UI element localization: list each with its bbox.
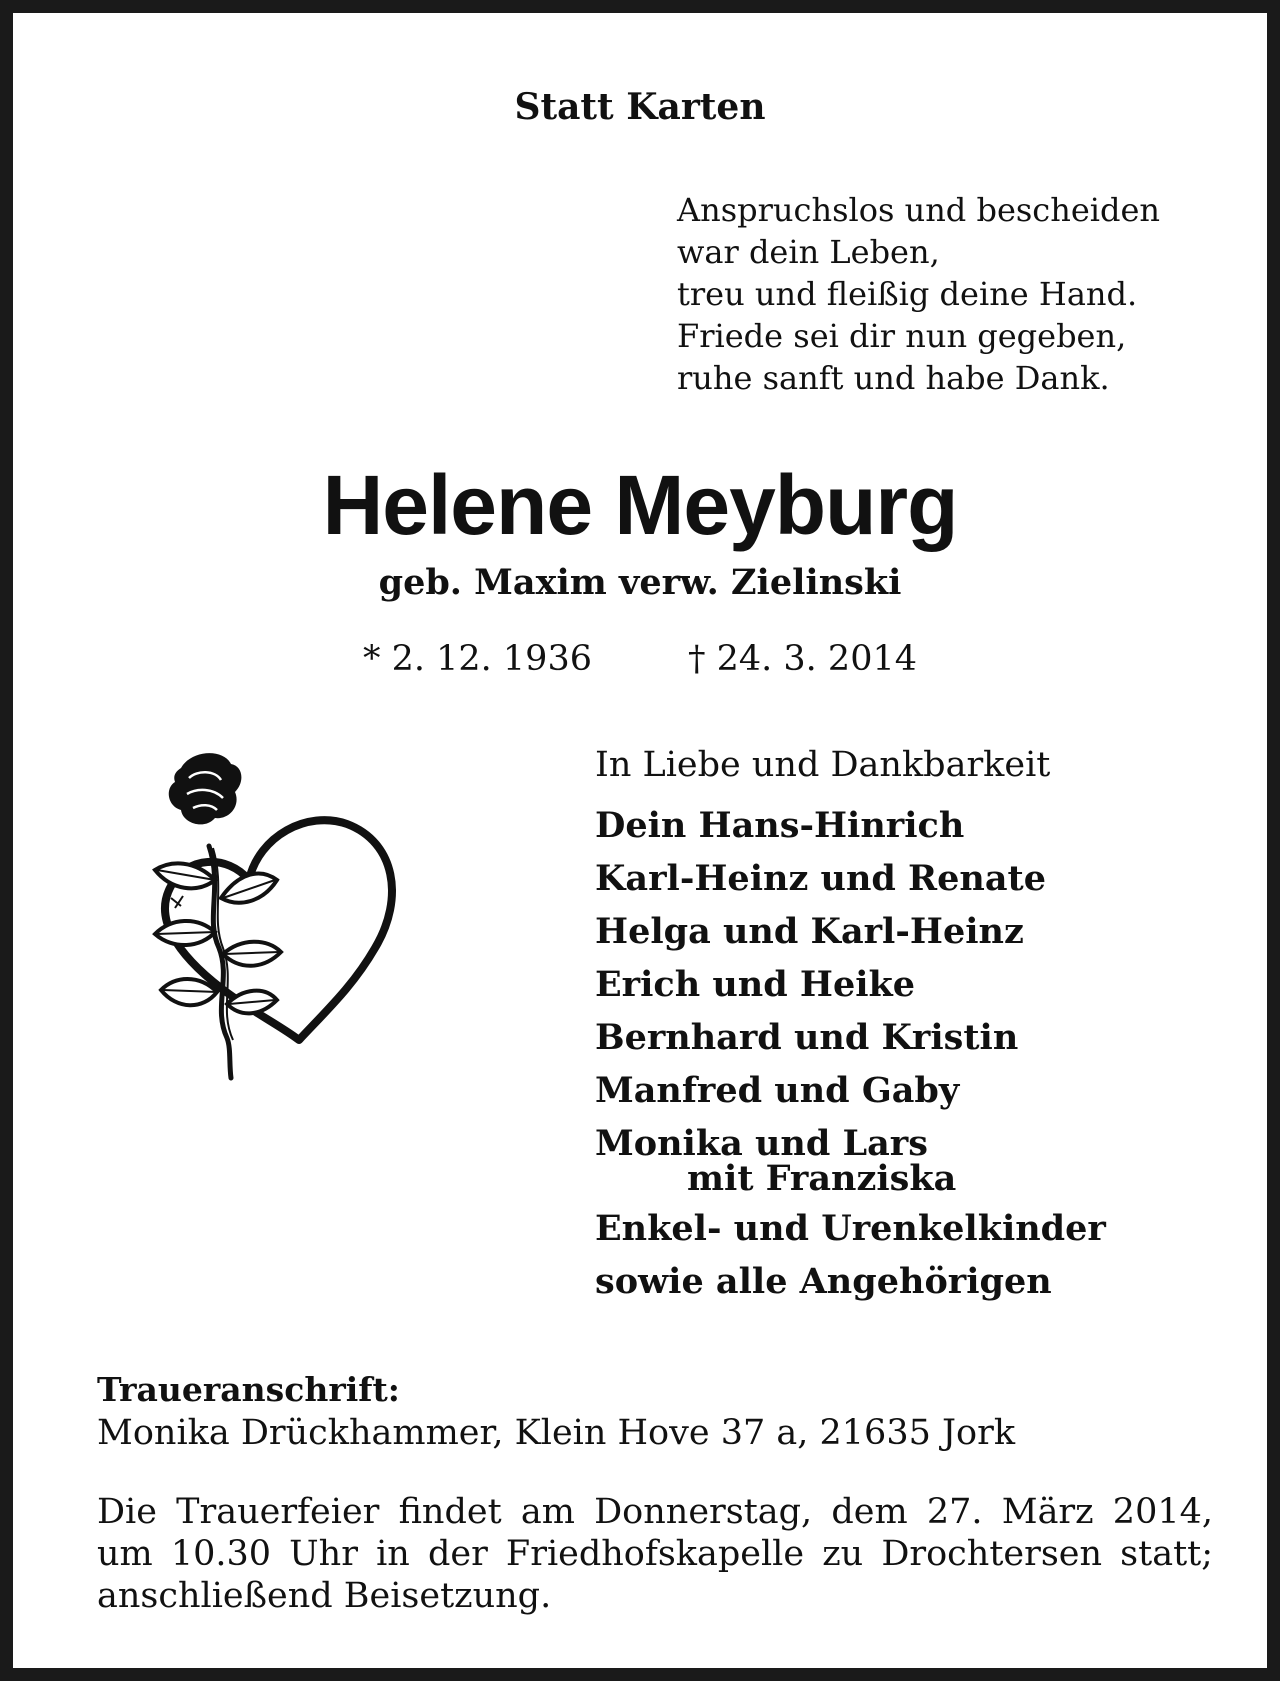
rose-heart-illustration xyxy=(131,748,421,1088)
list-item: Manfred und Gaby xyxy=(595,1070,960,1111)
family-list xyxy=(595,799,1106,1308)
poem-line: Anspruchslos und bescheiden xyxy=(677,191,1161,229)
list-item: mit Franziska xyxy=(687,1158,957,1199)
list-item: Enkel- und Urenkelkinder xyxy=(595,1208,1106,1249)
list-item: Helga und Karl-Heinz xyxy=(595,911,1024,952)
poem-line: Friede sei dir nun gegeben, xyxy=(677,317,1127,355)
funeral-service-info: Die Trauerfeier findet am Donnerstag, dem 27. März 2014, um 10.30 Uhr in der Friedhofskapelle zu Drochtersen statt; anschließend Beisetzung. xyxy=(97,1492,1213,1616)
rose-icon xyxy=(155,753,281,1078)
list-item: sowie alle Angehörigen xyxy=(595,1261,1052,1302)
birth-date: * 2. 12. 1936 xyxy=(362,639,592,679)
life-dates xyxy=(13,636,1267,682)
deceased-name: Helene Meyburg xyxy=(322,458,958,552)
poem xyxy=(677,189,1160,399)
list-item: Karl-Heinz und Renate xyxy=(595,858,1046,899)
list-item: Erich und Heike xyxy=(595,964,916,1005)
poem-line: war dein Leben, xyxy=(677,233,940,271)
death-date: † 24. 3. 2014 xyxy=(688,639,918,679)
list-item: Dein Hans-Hinrich xyxy=(595,805,965,846)
mourning-address-label: Traueranschrift: xyxy=(97,1370,400,1409)
deceased-birth-names: geb. Maxim verw. Zielinski xyxy=(378,562,902,603)
header-statt-karten: Statt Karten xyxy=(514,86,766,128)
list-item: Bernhard und Kristin xyxy=(595,1017,1019,1058)
farewell-line: In Liebe und Dankbarkeit xyxy=(595,745,1051,785)
mourning-address: Monika Drückhammer, Klein Hove 37 a, 21635 Jork xyxy=(97,1413,1016,1453)
list-item: Monika und Lars xyxy=(595,1123,928,1164)
poem-line: treu und fleißig deine Hand. xyxy=(677,275,1138,313)
poem-line: ruhe sanft und habe Dank. xyxy=(677,359,1110,397)
